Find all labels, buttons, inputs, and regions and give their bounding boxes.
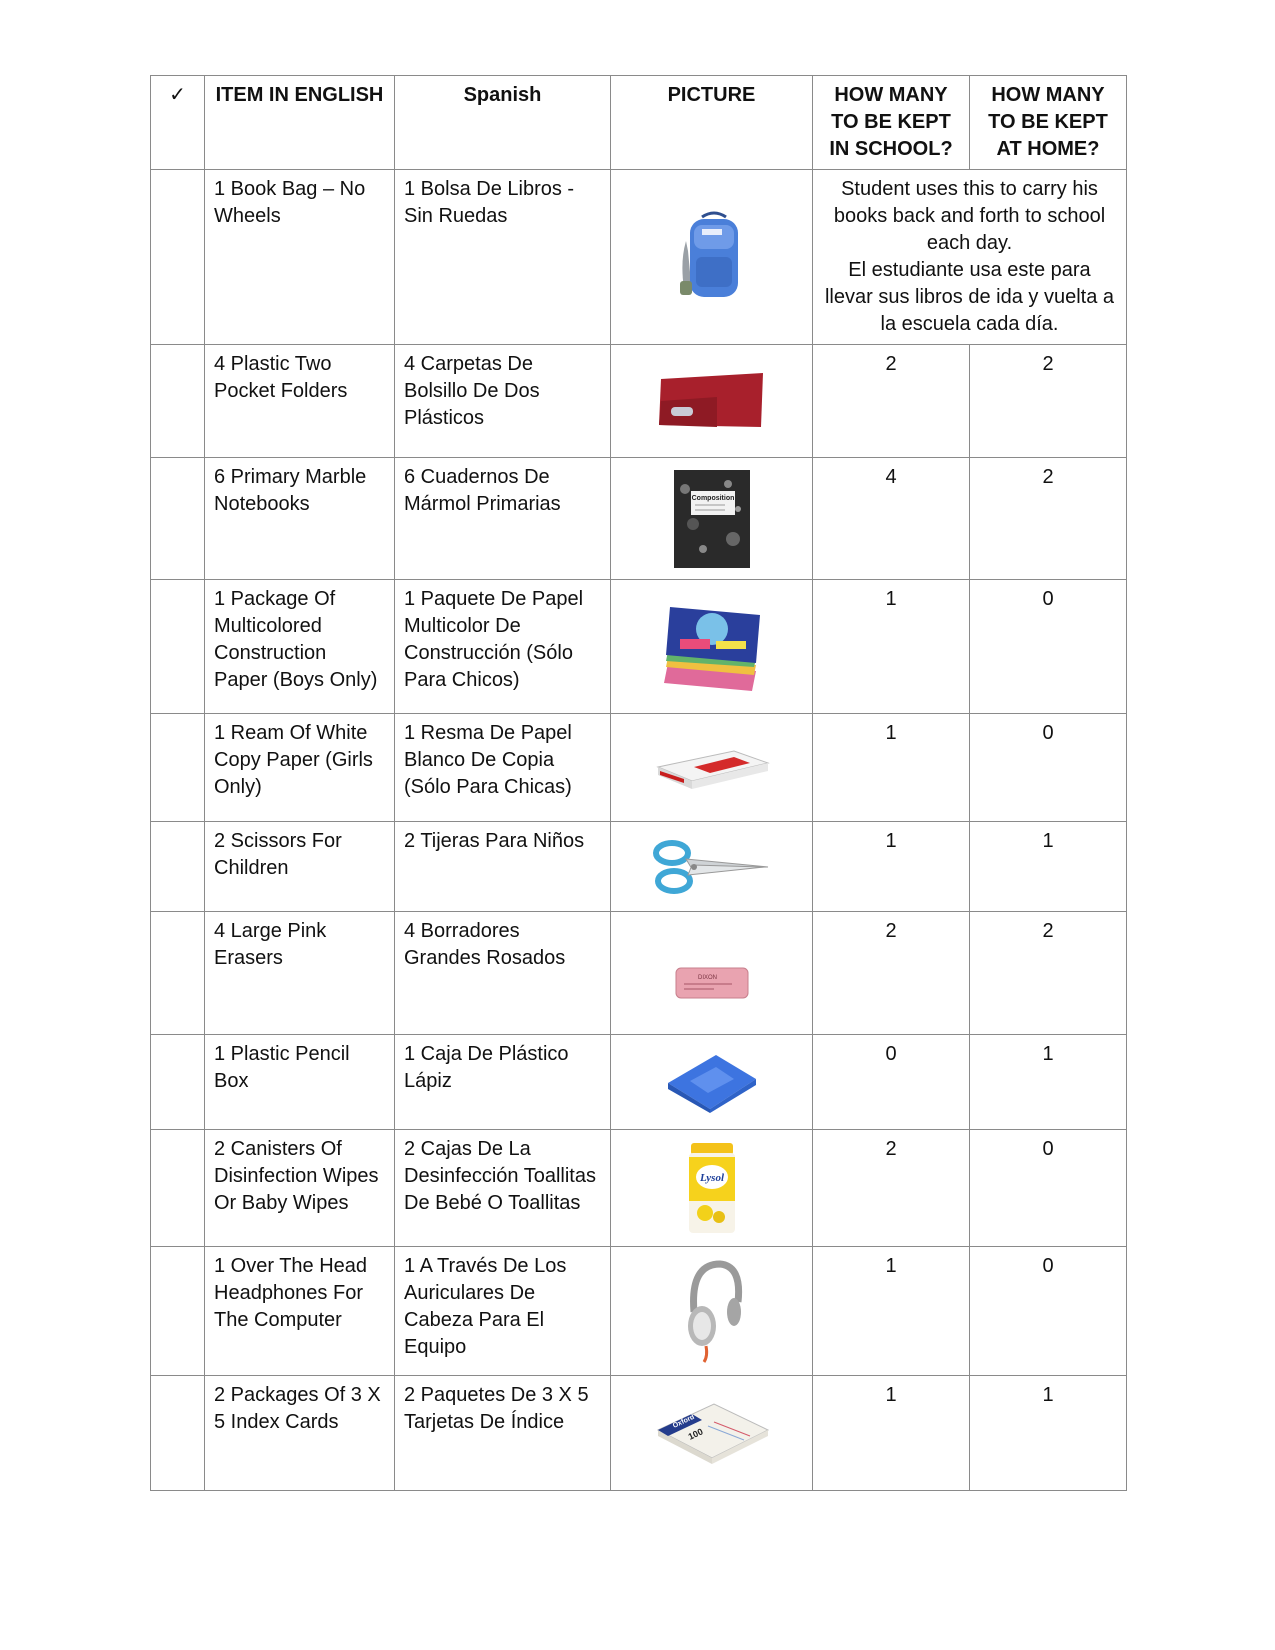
table-row [151,714,1127,822]
check-cell[interactable] [151,170,205,345]
table-row [151,1130,1127,1247]
item-english: 1 Over The Head Headphones For The Computer [205,1247,395,1376]
header-picture: PICTURE [611,76,813,170]
check-cell[interactable] [151,714,205,822]
header-home: HOW MANY TO BE KEPT AT HOME? [970,76,1127,170]
eraser-icon [674,966,750,1000]
item-english: 4 Large Pink Erasers [205,912,395,1035]
header-english: ITEM IN ENGLISH [205,76,395,170]
table-row [151,580,1127,714]
picture-cell [611,912,813,1035]
item-spanish: 1 Resma De Papel Blanco De Copia (Sólo Para Chicas) [395,714,611,822]
header-spanish: Spanish [395,76,611,170]
home-count: 0 [970,1247,1127,1376]
check-cell[interactable] [151,1376,205,1491]
construction-paper-icon [660,601,764,693]
school-count: 1 [813,822,970,912]
backpack-icon [672,211,752,303]
header-school: HOW MANY TO BE KEPT IN SCHOOL? [813,76,970,170]
item-english: 1 Plastic Pencil Box [205,1035,395,1130]
wipes-label: Lysol [699,1172,724,1184]
check-cell[interactable] [151,822,205,912]
table-row [151,458,1127,580]
picture-cell [611,170,813,345]
home-count: 2 [970,912,1127,1035]
picture-cell [611,345,813,458]
item-english: 2 Scissors For Children [205,822,395,912]
check-cell[interactable] [151,1130,205,1247]
note-spanish: El estudiante usa este para llevar sus libros de ida y vuelta a la escuela cada día. [824,259,1115,335]
home-count: 2 [970,458,1127,580]
check-cell[interactable] [151,458,205,580]
school-count: 2 [813,345,970,458]
home-count: 0 [970,714,1127,822]
picture-cell [611,458,813,580]
picture-cell [611,1376,813,1491]
item-spanish: 1 Bolsa De Libros - Sin Ruedas [395,170,611,345]
cards-count: 100 [686,1426,704,1442]
item-spanish: 1 A Través De Los Auriculares De Cabeza Para El Equipo [395,1247,611,1376]
note-english: Student uses this to carry his books back and forth to school each day. [833,178,1106,254]
home-count: 0 [970,1130,1127,1247]
notebook-icon [673,469,751,569]
picture-cell [611,580,813,714]
header-row [151,76,1127,170]
item-spanish: 2 Cajas De La Desinfección Toallitas De Bebé O Toallitas [395,1130,611,1247]
table-row [151,1035,1127,1130]
check-cell[interactable] [151,1035,205,1130]
item-english: 4 Plastic Two Pocket Folders [205,345,395,458]
item-spanish: 4 Borradores Grandes Rosados [395,912,611,1035]
school-count: 1 [813,714,970,822]
eraser-label: DIXON [697,975,717,981]
item-english: 2 Packages Of 3 X 5 Index Cards [205,1376,395,1491]
picture-cell [611,1247,813,1376]
item-english: 6 Primary Marble Notebooks [205,458,395,580]
copy-paper-icon [654,745,770,791]
check-cell[interactable] [151,580,205,714]
pencil-box-icon [664,1049,760,1115]
school-count: 1 [813,1376,970,1491]
cards-label: Oxford [671,1413,696,1430]
notebook-label: Composition [691,494,734,502]
school-count: 0 [813,1035,970,1130]
home-count: 0 [970,580,1127,714]
scissors-icon [652,837,772,897]
table-row [151,822,1127,912]
home-count: 2 [970,345,1127,458]
check-cell[interactable] [151,912,205,1035]
item-spanish: 1 Caja De Plástico Lápiz [395,1035,611,1130]
table-row [151,912,1127,1035]
school-supply-table [150,75,1127,1491]
table-row [151,1376,1127,1491]
school-count: 2 [813,1130,970,1247]
check-cell[interactable] [151,1247,205,1376]
picture-cell [611,822,813,912]
check-cell[interactable] [151,345,205,458]
school-count: 4 [813,458,970,580]
table-row [151,345,1127,458]
home-count: 1 [970,1376,1127,1491]
table-row [151,1247,1127,1376]
item-spanish: 1 Paquete De Papel Multicolor De Construcción (Sólo Para Chicos) [395,580,611,714]
item-english: 1 Ream Of White Copy Paper (Girls Only) [205,714,395,822]
home-count: 1 [970,1035,1127,1130]
item-english: 1 Book Bag – No Wheels [205,170,395,345]
home-count: 1 [970,822,1127,912]
index-cards-icon [654,1400,770,1466]
picture-cell [611,1035,813,1130]
header-check: ✓ [151,76,205,170]
item-english: 1 Package Of Multicolored Construction Paper (Boys Only) [205,580,395,714]
note-cell [813,170,1127,345]
item-spanish: 4 Carpetas De Bolsillo De Dos Plásticos [395,345,611,458]
table-row [151,170,1127,345]
item-spanish: 2 Tijeras Para Niños [395,822,611,912]
item-spanish: 6 Cuadernos De Mármol Primarias [395,458,611,580]
picture-cell [611,1130,813,1247]
folder-icon [657,371,767,431]
school-count: 2 [813,912,970,1035]
school-count: 1 [813,1247,970,1376]
wipes-icon [687,1141,737,1235]
picture-cell [611,714,813,822]
school-count: 1 [813,580,970,714]
item-spanish: 2 Paquetes De 3 X 5 Tarjetas De Índice [395,1376,611,1491]
headphones-icon [680,1258,744,1364]
item-english: 2 Canisters Of Disinfection Wipes Or Baby Wipes [205,1130,395,1247]
